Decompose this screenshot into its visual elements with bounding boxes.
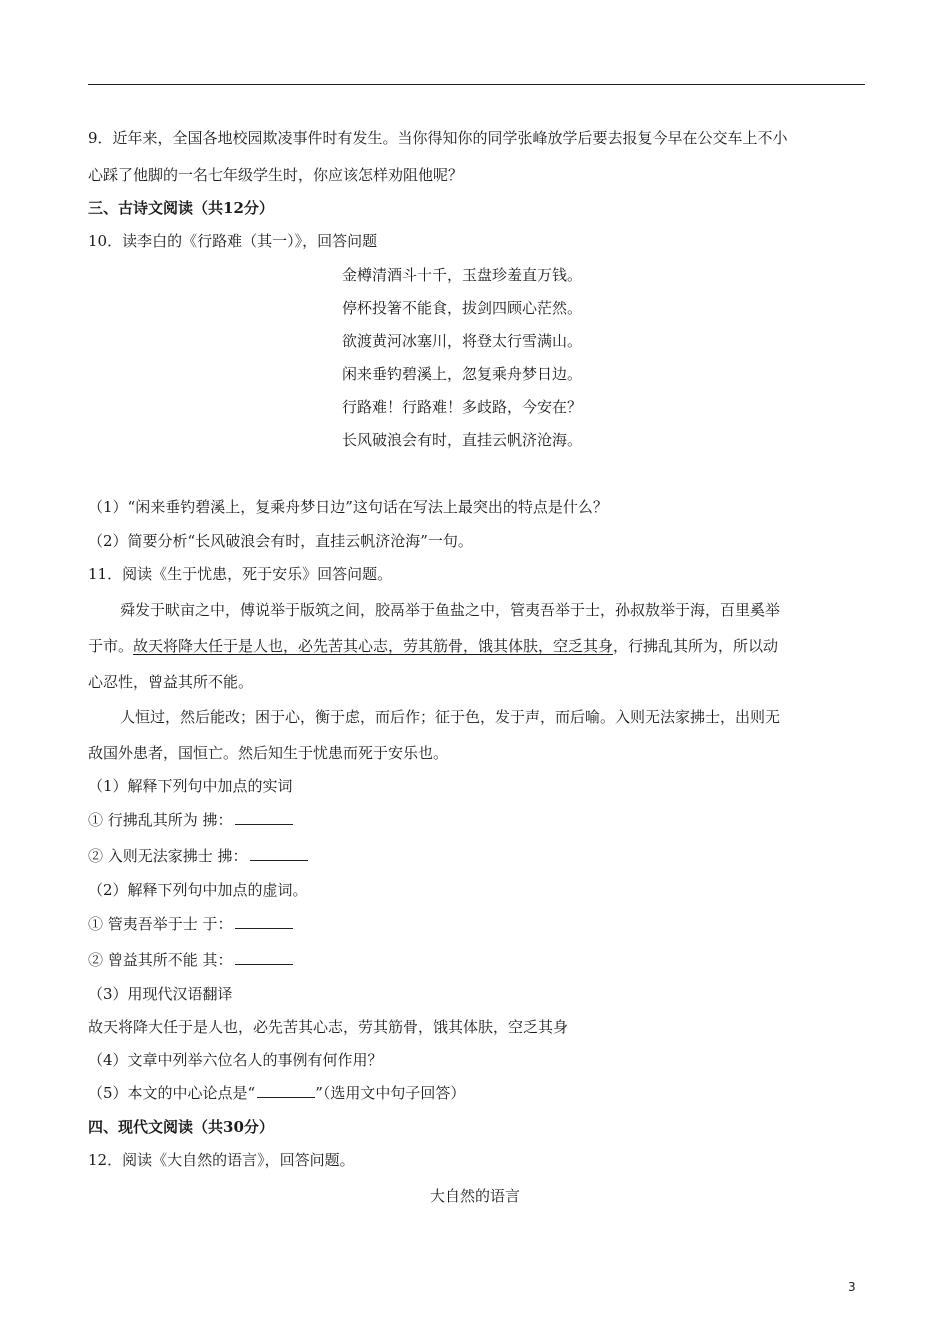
header-rule [88,84,865,85]
article-title: 大自然的语言 [429,1187,520,1205]
page-number: 3 [848,1280,856,1294]
q11-sub1: （1）解释下列句中加点的实词 [88,777,293,795]
q11-p2-line2: 敌国外患者，国恒亡。然后知生于忧患而死于安乐也。 [88,744,449,762]
q10-sub1: （1）“闲来垂钓碧溪上，复乘舟梦日边”这句话在写法上最突出的特点是什么？ [88,498,608,516]
poem-line: 闲来垂钓碧溪上，忽复乘舟梦日边。 [342,365,583,383]
q11-sub5-post: ”（选用文中句子回答） [315,1084,466,1102]
answer-blank[interactable] [235,810,293,825]
q11-p1-line2-pre: 于市。 [88,637,134,655]
section3-title: 三、古诗文阅读（共12分） [88,199,274,217]
q11-sub2-a-text: ① 管夷吾举于士 于： [88,915,233,933]
q9-line1: 9．近年来，全国各地校园欺凌事件时有发生。当你得知你的同学张峰放学后要去报复今早在公交车上不小 [88,129,788,147]
poem-line: 金樽清酒斗十千，玉盘珍羞直万钱。 [342,266,583,284]
answer-blank[interactable] [235,950,293,965]
q11-sub3: （3）用现代汉语翻译 [88,985,233,1003]
q11-sub1-b-text: ② 入则无法家拂士 拂： [88,847,248,865]
q10-sub2: （2）简要分析“长风破浪会有时，直挂云帆济沧海”一句。 [88,532,473,550]
poem-line: 欲渡黄河冰塞川，将登太行雪满山。 [342,332,583,350]
q10-prompt: 10．读李白的《行路难（其一）》，回答问题 [88,232,378,250]
q11-sub1-a-text: ① 行拂乱其所为 拂： [88,811,233,829]
q11-p1-line2-post: ，行拂乱其所为，所以动 [613,637,779,655]
q11-sub4: （4）文章中列举六位名人的事例有何作用？ [88,1051,383,1069]
q11-p2-line1: 人恒过，然后能改；困于心，衡于虑，而后作；征于色，发于声，而后喻。入则无法家拂士，出则无 [120,708,781,726]
answer-blank[interactable] [235,914,293,929]
q11-sub3-text: 故天将降大任于是人也，必先苦其心志，劳其筋骨，饿其体肤，空乏其身 [88,1018,569,1036]
q11-sub1-b [88,846,308,866]
q11-prompt: 11．阅读《生于忧患，死于安乐》回答问题。 [88,565,393,583]
answer-blank[interactable] [257,1083,315,1098]
q11-sub2: （2）解释下列句中加点的虚词。 [88,881,308,899]
q9-line2: 心踩了他脚的一名七年级学生时，你应该怎样劝阻他呢？ [88,166,464,184]
poem-line: 长风破浪会有时，直挂云帆济沧海。 [342,431,583,449]
q11-p1-line3: 心忍性，曾益其所不能。 [88,673,254,691]
q12-prompt: 12．阅读《大自然的语言》，回答问题。 [88,1151,355,1169]
q11-p1-line1: 舜发于畎亩之中，傅说举于版筑之间，胶鬲举于鱼盐之中，管夷吾举于士，孙叔敖举于海，百里奚举 [120,601,781,619]
q11-underlined-sentence: 故天将降大任于是人也，必先苦其心志，劳其筋骨，饿其体肤，空乏其身 [133,637,614,655]
section4-title: 四、现代文阅读（共30分） [88,1118,274,1136]
q11-sub2-b-text: ② 曾益其所不能 其： [88,951,233,969]
q11-sub5-pre: （5）本文的中心论点是“ [88,1084,256,1102]
q11-sub5 [88,1083,465,1103]
poem-line: 停杯投箸不能食，拔剑四顾心茫然。 [342,299,583,317]
answer-blank[interactable] [250,846,308,861]
poem-line: 行路难！行路难！多歧路，今安在？ [342,398,583,416]
q11-p1-line2 [88,636,778,656]
q11-sub1-a [88,810,293,830]
q11-sub2-b [88,950,293,970]
q11-sub2-a [88,914,293,934]
